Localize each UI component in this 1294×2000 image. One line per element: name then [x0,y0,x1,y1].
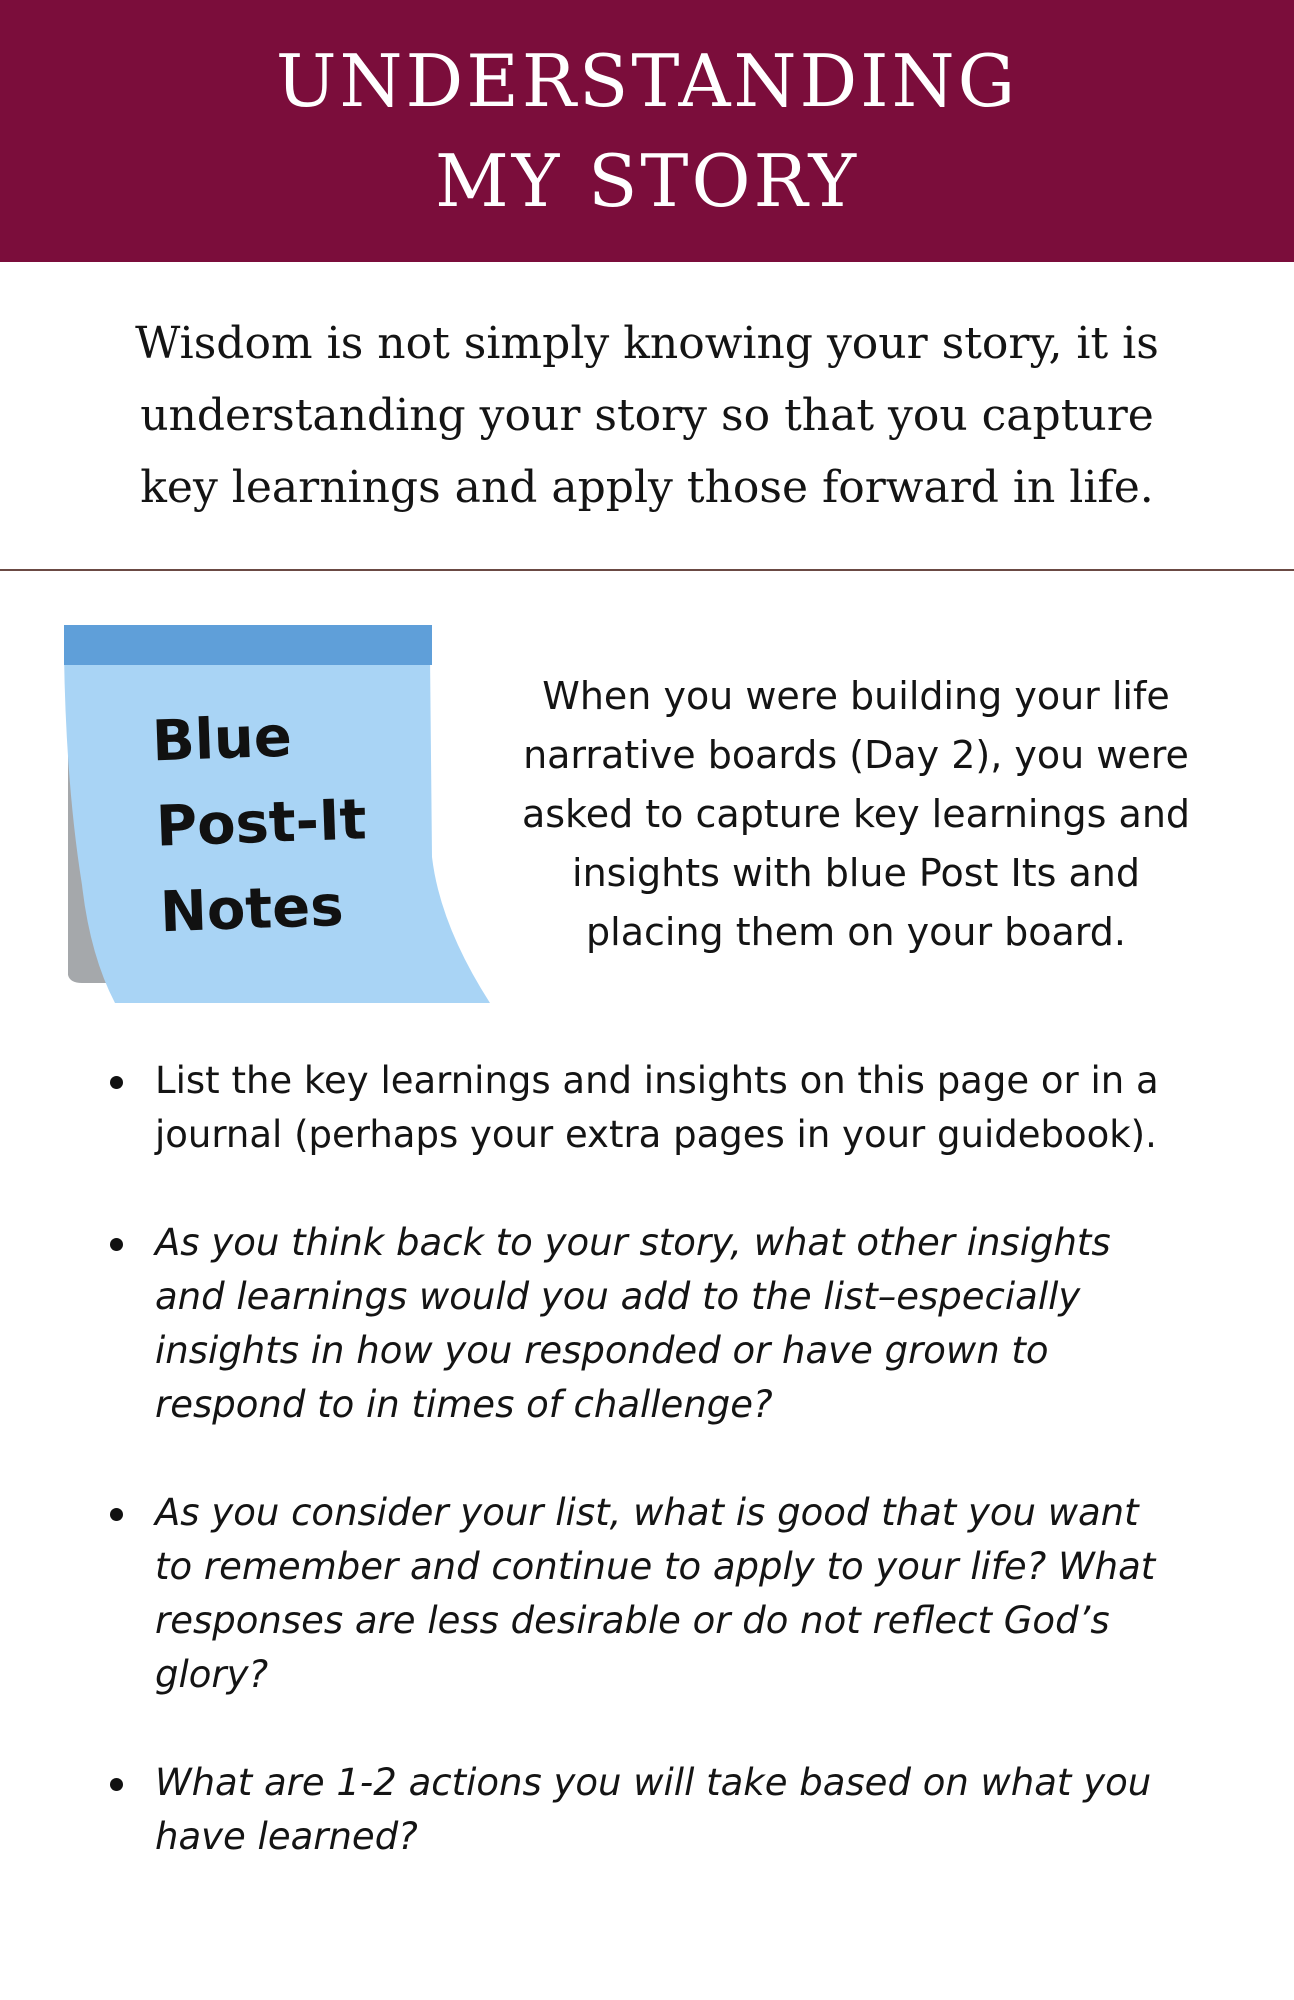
list-item [100,1756,1250,1864]
intro-line: Wisdom is not simply knowing your story, it is [135,318,1159,369]
prompt-list [100,1054,1250,1918]
list-item-text [155,1054,1250,1162]
bullet-icon [110,1076,123,1089]
list-item-line: What are 1-2 actions you will take based on what you [155,1761,1152,1804]
description-line: When you were building your life [542,674,1170,718]
list-item [100,1486,1250,1702]
bullet-icon [110,1778,123,1791]
list-item-line: respond to in times of challenge? [155,1383,773,1426]
list-item-line: journal (perhaps your extra pages in your guidebook). [155,1113,1157,1156]
sticky-note-label: Blue [150,704,293,775]
page-header [0,0,1294,262]
sticky-note-band [64,625,432,665]
intro-paragraph [60,308,1234,524]
list-item-line: responses are less desirable or do not reflect God’s [155,1599,1110,1642]
page-title-line-1: UNDERSTANDING [275,39,1019,123]
description-line: insights with blue Post Its and [572,851,1140,895]
sticky-note-label: Post-It [154,787,368,860]
list-item-text [155,1756,1250,1864]
sticky-note-icon [60,625,490,1005]
list-item [100,1054,1250,1162]
list-item-line: As you think back to your story, what other insights [155,1221,1111,1264]
list-item [100,1216,1250,1432]
section-divider [0,569,1294,571]
bullet-icon [110,1238,123,1251]
list-item-line: As you consider your list, what is good that you want [155,1491,1139,1534]
list-item-line: glory? [155,1653,269,1696]
bullet-icon [110,1508,123,1521]
list-item-text [155,1216,1250,1432]
page-title-line-2: MY STORY [434,139,860,223]
list-item-line: to remember and continue to apply to your life? What [155,1545,1156,1588]
intro-line: understanding your story so that you capture [140,390,1154,441]
post-it-description [492,667,1220,962]
list-item-line: and learnings would you add to the list–especially [155,1275,1081,1318]
list-item-line: List the key learnings and insights on this page or in a [155,1059,1159,1102]
list-item-line: have learned? [155,1815,418,1858]
description-line: placing them on your board. [586,910,1126,954]
sticky-note-label: Notes [158,873,345,946]
description-line: asked to capture key learnings and [521,792,1191,836]
intro-line: key learnings and apply those forward in life. [140,462,1154,513]
list-item-text [155,1486,1250,1702]
description-line: narrative boards (Day 2), you were [523,733,1189,777]
list-item-line: insights in how you responded or have grown to [155,1329,1049,1372]
